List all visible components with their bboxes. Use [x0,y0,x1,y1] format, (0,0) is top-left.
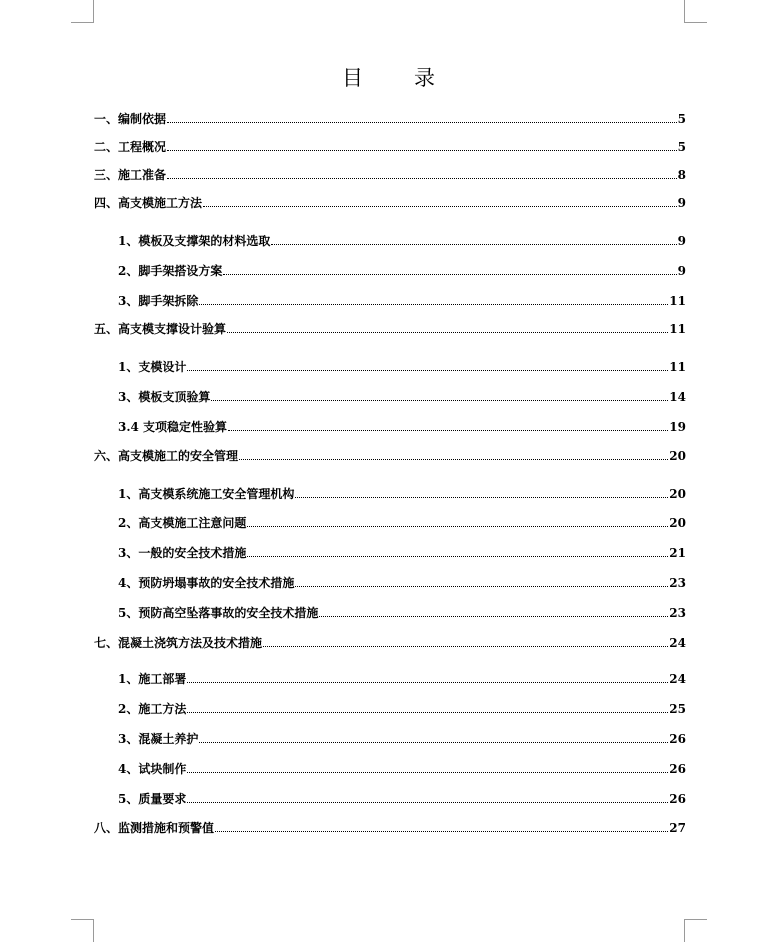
toc-entry[interactable] [94,446,686,464]
toc-entry[interactable] [94,109,686,127]
toc-entry[interactable] [118,417,686,435]
toc-dot-leader [223,274,676,275]
toc-page-number: 5 [677,140,686,154]
toc-dot-leader [227,332,668,333]
page-title [0,62,778,92]
toc-entry-label: 四、高支模施工方法 [94,196,203,210]
toc-entry[interactable] [118,603,686,621]
toc-entry-label: 5、质量要求 [118,792,187,806]
toc-dot-leader [199,742,668,743]
toc-entry-label: 1、支模设计 [118,360,187,374]
toc-dot-leader [319,616,668,617]
toc-page-number: 9 [677,234,686,248]
toc-page-number: 20 [669,487,686,501]
toc-dot-leader [187,802,668,803]
toc-entry[interactable] [94,165,686,183]
toc-dot-leader [167,178,677,179]
toc-entry[interactable] [118,789,686,807]
toc-entry-label: 七、混凝土浇筑方法及技术措施 [94,636,263,650]
toc-page-number: 27 [669,821,686,835]
toc-dot-leader [215,831,668,832]
toc-entry-label: 4、试块制作 [118,762,187,776]
toc-page-number: 9 [677,264,686,278]
toc-dot-leader [187,712,668,713]
toc-page-number: 24 [669,672,686,686]
toc-entry-label: 二、工程概况 [94,140,167,154]
toc-dot-leader [199,304,668,305]
toc-dot-leader [187,370,668,371]
toc-entry-label: 五、高支模支撑设计验算 [94,322,227,336]
toc-entry[interactable] [94,319,686,337]
toc-entry[interactable] [118,699,686,717]
toc-page-number: 11 [669,360,686,374]
toc-dot-leader [295,586,668,587]
toc-page-number: 11 [669,294,686,308]
toc-page-number: 26 [669,792,686,806]
toc-entry-label: 一、编制依据 [94,112,167,126]
toc-entry-label: 2、脚手架搭设方案 [118,264,223,278]
crop-mark-top-right [684,0,707,23]
toc-dot-leader [167,150,677,151]
toc-entry-label: 3、一般的安全技术措施 [118,546,247,560]
toc-entry-label: 六、高支模施工的安全管理 [94,449,239,463]
toc-page-number: 19 [669,420,686,434]
toc-entry-label: 1、模板及支撑架的材料选取 [118,234,271,248]
toc-dot-leader [187,682,668,683]
toc-dot-leader [167,122,677,123]
page-title-char-2: 录 [414,66,436,90]
toc-entry[interactable] [118,669,686,687]
toc-page-number: 24 [669,636,686,650]
toc-entry[interactable] [94,193,686,211]
toc-dot-leader [211,400,668,401]
toc-dot-leader [295,497,668,498]
toc-entry-label: 5、预防高空坠落事故的安全技术措施 [118,606,319,620]
toc-page-number: 21 [669,546,686,560]
toc-entry-label: 3.4 支项稳定性验算 [118,420,228,434]
toc-entry[interactable] [118,759,686,777]
toc-dot-leader [263,646,668,647]
crop-mark-bottom-left [71,919,94,942]
toc-dot-leader [239,459,668,460]
toc-page-number: 20 [669,516,686,530]
toc-dot-leader [187,772,668,773]
toc-dot-leader [203,206,677,207]
toc-entry[interactable] [118,291,686,309]
toc-entry-label: 4、预防坍塌事故的安全技术措施 [118,576,295,590]
toc-entry[interactable] [118,729,686,747]
page-title-char-1: 目 [342,66,364,90]
toc-entry[interactable] [118,484,686,502]
toc-dot-leader [247,556,668,557]
toc-entry-label: 1、高支模系统施工安全管理机构 [118,487,295,501]
toc-entry-label: 3、混凝土养护 [118,732,199,746]
toc-entry-label: 3、模板支顶验算 [118,390,211,404]
toc-entry[interactable] [118,357,686,375]
toc-entry-label: 八、监测措施和预警值 [94,821,215,835]
toc-page-number: 20 [669,449,686,463]
toc-entry[interactable] [118,231,686,249]
toc-dot-leader [228,430,668,431]
toc-page-number: 26 [669,762,686,776]
toc-entry[interactable] [94,633,686,651]
toc-page-number: 5 [677,112,686,126]
toc-page-number: 11 [669,322,686,336]
toc-dot-leader [247,526,668,527]
toc-dot-leader [271,244,676,245]
toc-page-number: 26 [669,732,686,746]
toc-entry[interactable] [94,137,686,155]
toc-entry[interactable] [118,261,686,279]
toc-entry[interactable] [118,513,686,531]
toc-entry-label: 2、高支模施工注意问题 [118,516,247,530]
toc-page-number: 23 [669,606,686,620]
toc-entry-label: 2、施工方法 [118,702,187,716]
toc-entry-label: 三、施工准备 [94,168,167,182]
toc-entry-label: 1、施工部署 [118,672,187,686]
crop-mark-top-left [71,0,94,23]
toc-page-number: 14 [669,390,686,404]
toc-entry[interactable] [118,543,686,561]
toc-page-number: 23 [669,576,686,590]
toc-entry[interactable] [118,573,686,591]
toc-page-number: 8 [677,168,686,182]
toc-entry[interactable] [94,818,686,836]
toc-page-number: 25 [669,702,686,716]
toc-page-number: 9 [677,196,686,210]
crop-mark-bottom-right [684,919,707,942]
toc-entry-label: 3、脚手架拆除 [118,294,199,308]
toc-entry[interactable] [118,387,686,405]
